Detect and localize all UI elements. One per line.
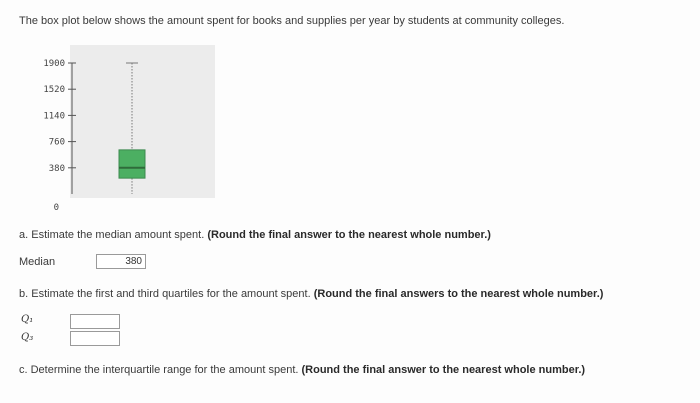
box-plot: [119, 63, 145, 194]
part-b-text: b. Estimate the first and third quartiles for the amount spent.: [19, 288, 311, 300]
part-b-instruction: (Round the final answers to the nearest whole number.): [313, 288, 604, 300]
question-intro: The box plot below shows the amount spent for books and supplies per year by students at community colleges.: [19, 15, 565, 27]
part-a-prompt: [19, 229, 491, 241]
part-b-prompt: [19, 288, 603, 300]
median-label: Median: [19, 256, 56, 268]
y-tick-label: 1520: [43, 85, 65, 96]
y-tick-label: 1140: [43, 111, 65, 122]
y-tick-label: 760: [48, 137, 65, 148]
q3-input[interactable]: [70, 331, 120, 346]
iqr-box: [119, 150, 145, 178]
y-axis: [43, 59, 76, 213]
part-c-instruction: (Round the final answer to the nearest whole number.): [301, 364, 586, 376]
y-tick-label: 1900: [43, 59, 65, 69]
q1-input[interactable]: [70, 314, 120, 329]
q1-label: Q₁: [21, 314, 34, 325]
median-input[interactable]: [96, 254, 146, 269]
q3-label: Q₃: [21, 332, 34, 343]
part-a-instruction: (Round the final answer to the nearest whole number.): [207, 229, 491, 241]
part-a-text: a. Estimate the median amount spent.: [19, 229, 205, 241]
part-c-text: c. Determine the interquartile range for the amount spent.: [19, 364, 299, 376]
part-c-prompt: [19, 364, 585, 376]
y-tick-label: 0: [53, 203, 59, 213]
y-tick-label: 380: [48, 163, 65, 174]
box-plot-chart: [20, 40, 220, 220]
